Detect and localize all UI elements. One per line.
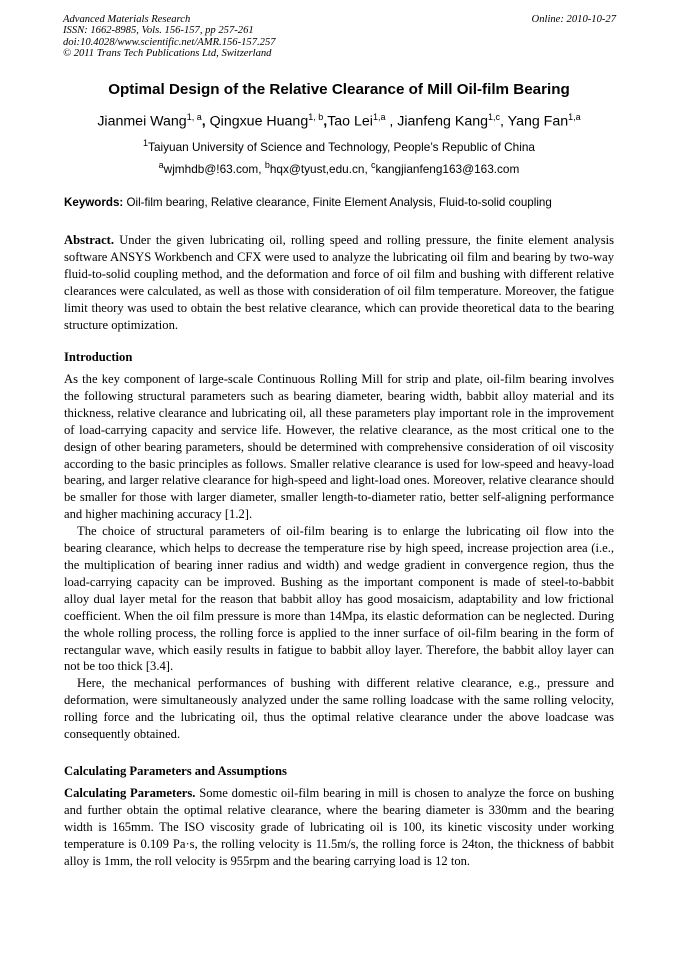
author-name: Yang Fan <box>507 113 569 130</box>
journal-name: Advanced Materials Research <box>63 14 191 25</box>
issn-line: ISSN: 1662-8985, Vols. 156-157, pp 257-261 <box>63 25 254 37</box>
keywords-text: Oil-film bearing, Relative clearance, Finite Element Analysis, Fluid-to-solid coupling <box>123 196 552 209</box>
email-a[interactable]: wjmhdb@!63.com, <box>163 161 265 176</box>
abstract-text: Under the given lubricating oil, rolling speed and rolling pressure, the finite element analysis software ANSYS Workbench and CFX were used to analyze the lubricating oil film and bearing by two-way fluid-to-solid coupling method, and the deformation and force of oil film and bushing with different relative clearances were calculated, as well as those with consideration of oil film temperature. Moreover, the fatigue limit theory was used to obtain the best relative clearance, which can provide theoretical data to the bearing structure optimization. <box>64 233 614 332</box>
author-sup: 1,a <box>568 112 581 122</box>
intro-paragraph-3: Here, the mechanical performances of bushing with different relative clearance, e.g., pressure and deformation, were simultaneously analyzed under the same rolling loadcase with the same rolling velocity, rolling force and the lubricating oil, thus the optimal relative clearance under the above loadcase was consequently obtained. <box>64 676 614 742</box>
affiliation <box>0 138 678 154</box>
abstract <box>64 232 614 333</box>
calc-heading: Calculating Parameters and Assumptions <box>64 764 287 778</box>
journal-header <box>63 14 276 59</box>
email-c[interactable]: kangjianfeng163@163.com <box>375 161 520 176</box>
affiliation-sup: 1 <box>143 138 149 148</box>
copyright-line: © 2011 Trans Tech Publications Ltd, Switzerland <box>63 47 272 59</box>
author-sup: 1, a <box>186 112 202 122</box>
email-list <box>0 160 678 176</box>
email-sup: a <box>158 160 164 170</box>
author-name: Jianmei Wang <box>97 113 187 130</box>
intro-paragraph-2: The choice of structural parameters of oil-film bearing is to enlarge the lubricating oil flow into the bearing clearance, which helps to decrease the temperature rise by high speed, increase projection area (i.e., the multiplication of bearing inner radius and width) and wedge gradient in convergence region, thus the load-carrying capacity can be improved. Bushing as the important component is made of steel-to-babbit alloy dual layer metal for the reason that babbit alloy has good mosaicism, adaptability and low frictional coefficient. When the oil film pressure is more than 14Mpa, its elastic deformation can be neglected. During the whole rolling process, the rolling force is applied to the inner surface of oil-film bearing in the form of rectangular wave, which easily results in fatigue to babbit alloy layer. Therefore, the babbit alloy layer can not be too thick [3.4]. <box>64 524 614 674</box>
introduction-body <box>64 371 614 743</box>
author-sup: 1, b <box>308 112 324 122</box>
email-sup: c <box>371 160 376 170</box>
abstract-label: Abstract. <box>64 233 115 247</box>
intro-paragraph-1: As the key component of large-scale Continuous Rolling Mill for strip and plate, oil-film bearing involves the following structural parameters such as bearing diameter, bearing width, babbit alloy material and its thickness, relative clearance and lubricating oil, all these parameters play important role in the improvement of load-carrying capacity and service life. However, the relative clearance, as the most critical one to the design of other bearing parameters, should be determined with comprehensive consideration of oil viscosity according to the basic principles as follows. Smaller relative clearance is used for low-speed and heavy-load bearing, and larger relative clearance for high-speed and light-load ones. Moreover, relative clearance should be smaller for those with larger diameter, smaller length-to-diameter ratio, better self-aligning performance and higher machining accuracy [1.2]. <box>64 372 614 522</box>
calc-text: Some domestic oil-film bearing in mill is chosen to analyze the force on bushing and further obtain the optimal relative clearance, where the bearing diameter is 330mm and the bearing width is 165mm. The ISO viscosity grade of lubricating oil is 100, its kinetic viscosity under working temperature is 0.109 Pa·s, the rolling velocity is 11.5m/s, the rolling force is 24ton, the thickness of babbit alloy is 1mm, the roll velocity is 955rpm and the bearing carrying load is 12 ton. <box>64 786 614 868</box>
email-b[interactable]: hqx@tyust,edu.cn, <box>269 161 372 176</box>
affiliation-text: Taiyuan University of Science and Technology, People’s Republic of China <box>148 139 535 154</box>
online-date: Online: 2010-10-27 <box>531 14 616 25</box>
email-sup: b <box>264 160 270 170</box>
author-name: Tao Lei <box>327 113 373 130</box>
keywords <box>64 196 624 209</box>
paper-title: Optimal Design of the Relative Clearance of Mill Oil-film Bearing <box>108 81 570 98</box>
author-sup: 1,a <box>372 112 386 122</box>
author-name: Jianfeng Kang <box>397 113 488 130</box>
author-list: Jianmei Wang$^{1, a}$, Qingxue Huang$^{1, b}$,Tao Lei$^{1,a}$ , Jianfeng Kang$^{1,c}$, Yang Fan$^{1,a}$ <box>97 112 581 130</box>
calc-label: Calculating Parameters. <box>64 786 196 800</box>
doi-link[interactable]: doi:10.4028/www.scientific.net/AMR.156-157.257 <box>63 36 276 48</box>
calc-body <box>64 785 614 870</box>
keywords-label: Keywords: <box>64 196 124 209</box>
introduction-heading: Introduction <box>64 350 133 364</box>
author-sup: 1,c <box>488 112 501 122</box>
author-name: Qingxue Huang <box>209 113 309 130</box>
